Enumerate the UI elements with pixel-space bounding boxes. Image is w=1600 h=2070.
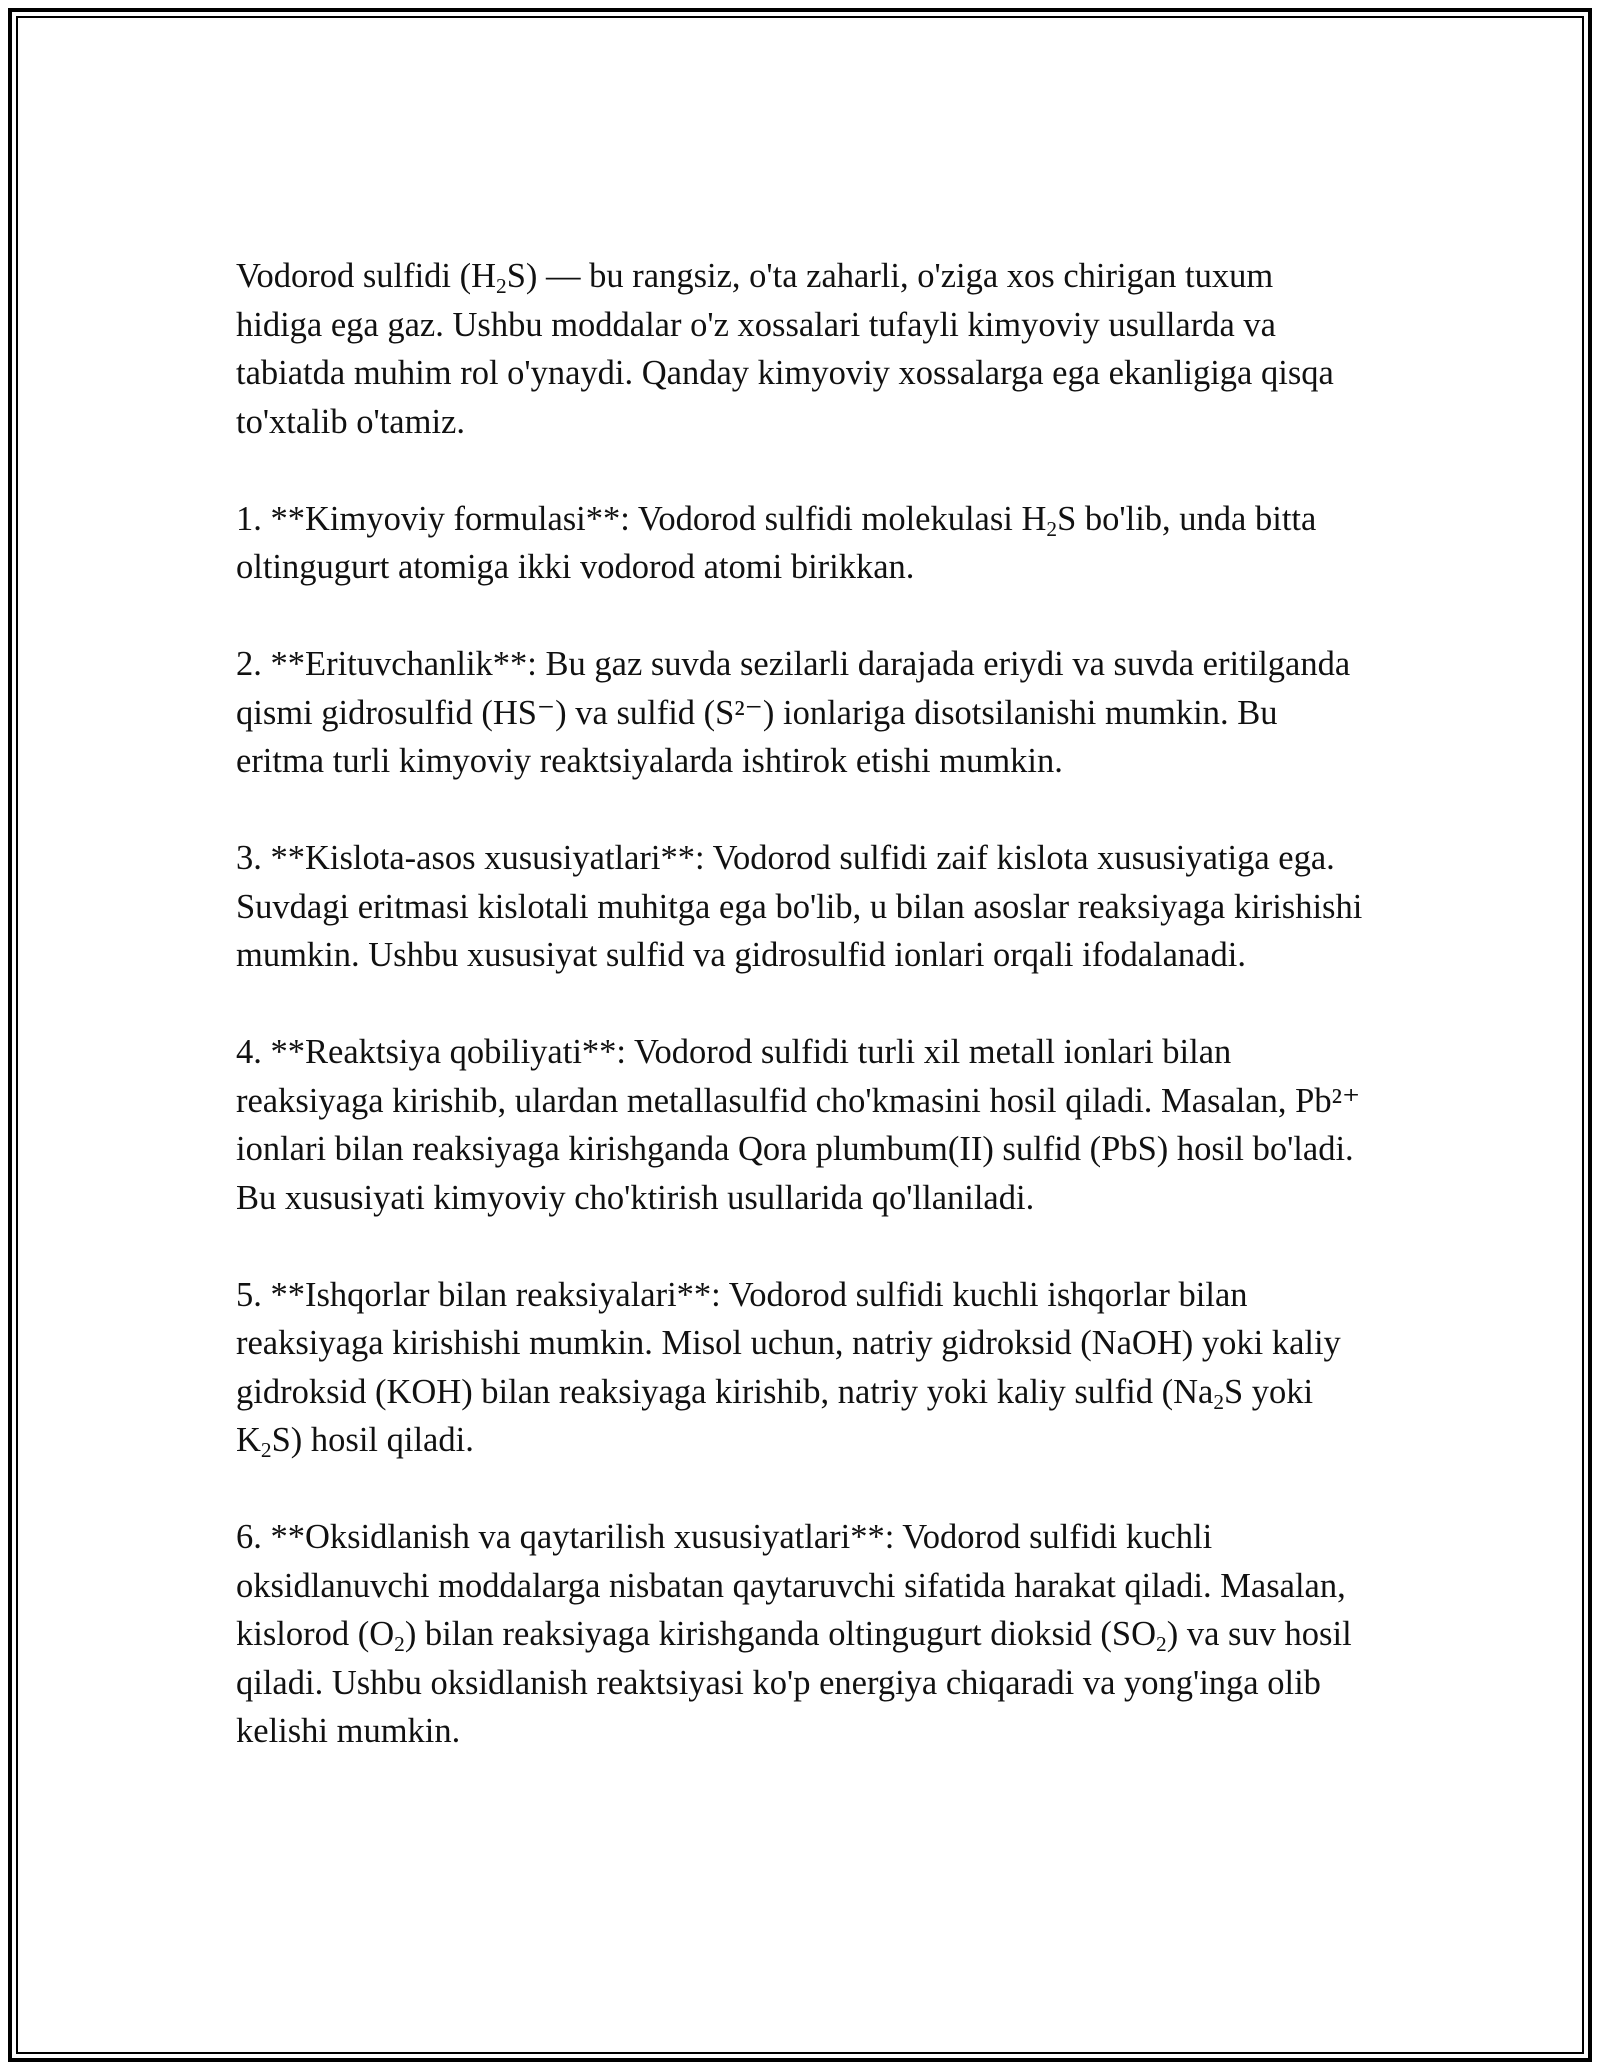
text-run: S bo'lib, unda bitta oltingugurt atomiga ikki vodorod atomi birikkan. [236, 499, 1317, 586]
item-reactions-with-alkalis [236, 1271, 1368, 1465]
subscript-text: 2 [1156, 1632, 1167, 1657]
text-run: S yoki K [236, 1372, 1314, 1459]
subscript-text: 2 [394, 1632, 405, 1657]
subscript-text: 2 [260, 1438, 272, 1463]
item-acid-base-properties [236, 834, 1368, 980]
text-run: S) — bu rangsiz, o'ta zaharli, o'ziga xos chirigan tuxum hidiga ega gaz. Ushbu moddalar o'z xossalari tufayli kimyoviy usullarda va tabiatda muhim rol o'ynaydi. Qanday kimyoviy xossalarga ega ekanligiga qisqa to'xtalib o'tamiz. [236, 257, 1334, 441]
item-solubility [236, 640, 1368, 786]
text-run: 3. **Kislota-asos xususiyatlari**: Vodorod sulfidi zaif kislota xususiyatiga ega. Suvdagi eritmasi kislotali muhitga ega bo'lib, u bilan asoslar reaksiyaga kirishishi mumkin. Ushbu xususiyat sulfid va gidrosulfid ionlari orqali ifodalanadi. [236, 839, 1363, 974]
item-chemical-formula [236, 495, 1368, 592]
text-run: S) hosil qiladi. [271, 1421, 474, 1459]
text-run: 5. **Ishqorlar bilan reaksiyalari**: Vodorod sulfidi kuchli ishqorlar bilan reaksiyaga kirishishi mumkin. Misol uchun, natriy gidroksid (NaOH) yoki kaliy gidroksid (KOH) bilan reaksiyaga kirishib, natriy yoki kaliy sulfid (Na [236, 1275, 1341, 1411]
subscript-text: 2 [1213, 1389, 1224, 1414]
text-run: Vodorod sulfidi (H [236, 257, 497, 295]
text-run: ) va suv hosil qiladi. Ushbu oksidlanish reaktsiyasi ko'p energiya chiqaradi va yong'inga olib kelishi mumkin. [236, 1615, 1352, 1750]
text-run: ) bilan reaksiyaga kirishganda oltingugurt dioksid (SO [404, 1615, 1157, 1653]
subscript-text: 2 [496, 274, 507, 299]
item-redox-properties [236, 1513, 1368, 1756]
text-run: 2. **Erituvchanlik**: Bu gaz suvda sezilarli darajada eriydi va suvda eritilganda qismi gidrosulfid (HS⁻) va sulfid (S²⁻) ionlariga disotsilanishi mumkin. Bu eritma turli kimyoviy reaktsiyalarda ishtirok etishi mumkin. [236, 645, 1351, 780]
intro-paragraph [236, 252, 1368, 446]
item-reactivity [236, 1028, 1368, 1222]
text-run: 4. **Reaktsiya qobiliyati**: Vodorod sulfidi turli xil metall ionlari bilan reaksiyaga kirishib, ulardan metallasulfid cho'kmasini hosil qiladi. Masalan, Pb²⁺ ionlari bilan reaksiyaga kirishganda Qora plumbum(II) sulfid (PbS) hosil bo'ladi. Bu xususiyati kimyoviy cho'ktirish usullarida qo'llaniladi. [236, 1033, 1361, 1217]
subscript-text: 2 [1046, 516, 1058, 541]
document-body [236, 252, 1368, 1804]
text-run: 1. **Kimyoviy formulasi**: Vodorod sulfidi molekulasi H [236, 499, 1047, 538]
text-run: 6. **Oksidlanish va qaytarilish xususiyatlari**: Vodorod sulfidi kuchli oksidlanuvchi moddalarga nisbatan qaytaruvchi sifatida harakat qiladi. Masalan, kislorod (O [236, 1518, 1346, 1653]
